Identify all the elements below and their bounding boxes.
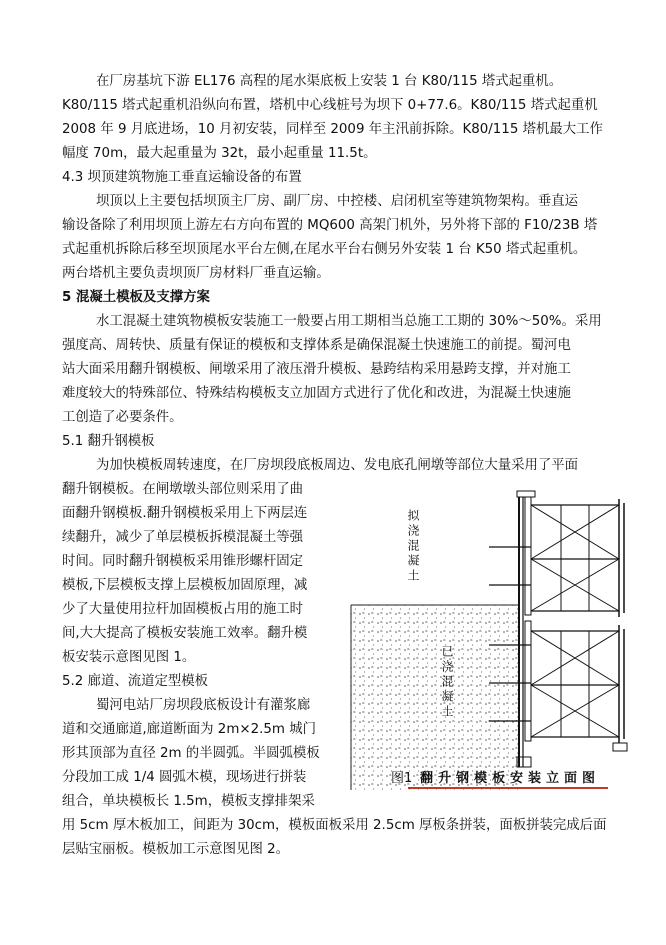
para-line: 分段加工成 1/4 圆弧木模，现场进行拼装 bbox=[62, 770, 307, 785]
para-line: 难度较大的特殊部位、特殊结构模板支立加固方式进行了优化和改进，为混凝土快速施 bbox=[62, 386, 571, 401]
para-line: 用 5cm 厚木板加工，间距为 30cm，模板面板采用 2.5cm 厚板条拼装，面板拼装完成后面 bbox=[62, 818, 607, 833]
para-line: 蜀河电站厂房坝段底板设计有灌浆廊 bbox=[96, 698, 311, 713]
para-line: 为加快模板周转速度，在厂房坝段底板周边、发电底孔闸墩等部位大量采用了平面 bbox=[96, 458, 579, 473]
figure-1 bbox=[349, 485, 635, 790]
figure-caption-text: 翻升钢模板安装立面图 bbox=[420, 771, 601, 786]
para-line: 翻升钢模板。在闸墩墩头部位则采用了曲 bbox=[62, 482, 304, 497]
section-heading: 5.1 翻升钢模板 bbox=[62, 434, 155, 449]
section-heading: 4.3 坝顶建筑物施工垂直运输设备的布置 bbox=[62, 170, 302, 185]
para-line: 续翻升，减少了单层模板拆模混凝土等强 bbox=[62, 530, 304, 545]
chapter-heading: 5 混凝土模板及支撑方案 bbox=[62, 290, 210, 305]
para-line: 面翻升钢模板.翻升钢模板采用上下两层连 bbox=[62, 506, 308, 521]
para-line: 间,大大提高了模板安装施工效率。翻升模 bbox=[62, 626, 308, 641]
para-line: 2008 年 9 月底进场，10 月初安装，同样至 2009 年主汛前拆除。K80/115 塔机最大工作 bbox=[62, 122, 603, 137]
para-line: 道和交通廊道,廊道断面为 2m×2.5m 城门 bbox=[62, 722, 316, 737]
para-line: 两台塔机主要负责坝顶厂房材料厂垂直运输。 bbox=[62, 266, 330, 281]
para-line: 模板,下层模板支撑上层模板加固原理，减 bbox=[62, 578, 308, 593]
para-line: 层贴宝丽板。模板加工示意图见图 2。 bbox=[62, 842, 290, 857]
para-line: 时间。同时翻升钢模板采用锥形螺杆固定 bbox=[62, 554, 304, 569]
para-line: 幅度 70m，最大起重量为 32t，最小起重量 11.5t。 bbox=[62, 146, 377, 161]
para-line: 坝顶以上主要包括坝顶主厂房、副厂房、中控楼、启闭机室等建筑物架构。垂直运 bbox=[96, 194, 579, 209]
para-line: 在厂房基坑下游 EL176 高程的尾水渠底板上安装 1 台 K80/115 塔式起重机。 bbox=[96, 74, 563, 89]
para-line: 水工混凝土建筑物模板安装施工一般要占用工期相当总施工工期的 30%～50%。采用 bbox=[96, 314, 602, 329]
caption-underline bbox=[408, 787, 608, 789]
figure-caption-number: 图1 bbox=[391, 771, 413, 786]
para-line: 形其顶部为直径 2m 的半圆弧。半圆弧模板 bbox=[62, 746, 320, 761]
para-line: 式起重机拆除后移至坝顶尾水平台左侧,在尾水平台右侧另外安装 1 台 K50 塔式起重机。 bbox=[62, 242, 587, 257]
para-line: 工创造了必要条件。 bbox=[62, 410, 183, 425]
formwork-elevation-diagram bbox=[349, 485, 635, 790]
section-heading: 5.2 廊道、流道定型模板 bbox=[62, 674, 209, 689]
para-line: 站大面采用翻升钢模板、闸墩采用了液压滑升模板、悬跨结构采用悬跨支撑，并对施工 bbox=[62, 362, 571, 377]
figure-label-upper: 拟浇混凝土 bbox=[406, 509, 420, 584]
para-line: K80/115 塔式起重机沿纵向布置，塔机中心线桩号为坝下 0+77.6。K80/115 塔式起重机 bbox=[62, 98, 598, 113]
para-line: 输设备除了利用坝顶上游左右方向布置的 MQ600 高架门机外，另外将下部的 F10/23B 塔 bbox=[62, 218, 598, 233]
para-line: 少了大量使用拉杆加固模板占用的施工时 bbox=[62, 602, 304, 617]
figure-label-lower: 已浇混凝土 bbox=[440, 645, 454, 720]
para-line: 强度高、周转快、质量有保证的模板和支撑体系是确保混凝土快速施工的前提。蜀河电 bbox=[62, 338, 571, 353]
para-line: 板安装示意图见图 1。 bbox=[62, 650, 196, 665]
para-line: 组合，单块模板长 1.5m，模板支撑排架采 bbox=[62, 794, 315, 809]
